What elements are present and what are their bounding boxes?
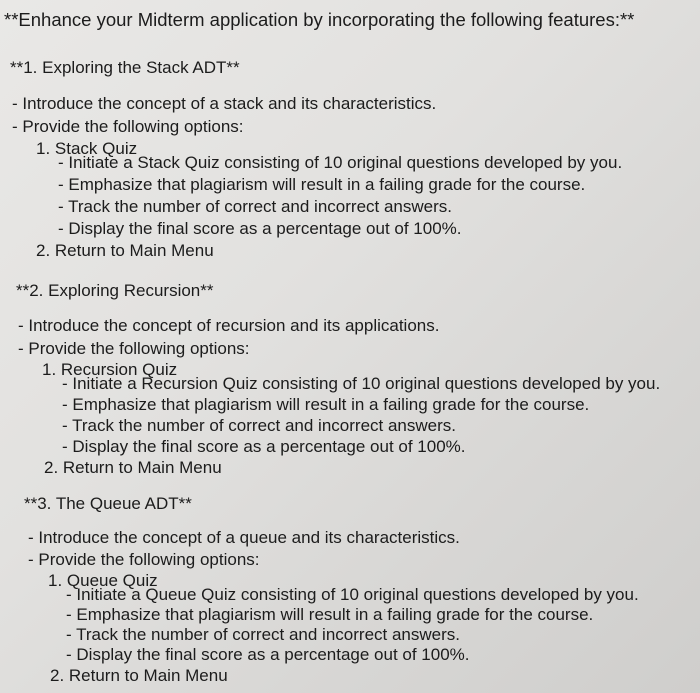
option-return: 2. Return to Main Menu bbox=[44, 458, 222, 477]
options-label: - Provide the following options: bbox=[18, 339, 250, 358]
section-intro: - Introduce the concept of a stack and its characteristics. bbox=[12, 94, 437, 113]
bullet-item: - Display the final score as a percentage out of 100%. bbox=[62, 437, 466, 456]
section-heading: **3. The Queue ADT** bbox=[24, 494, 192, 513]
bullet-item: - Display the final score as a percentage out of 100%. bbox=[58, 219, 462, 238]
bullet-item: - Track the number of correct and incorrect answers. bbox=[58, 197, 452, 216]
bullet-item: - Display the final score as a percentage out of 100%. bbox=[66, 645, 470, 664]
section-heading: **1. Exploring the Stack ADT** bbox=[10, 58, 240, 77]
option-return: 2. Return to Main Menu bbox=[50, 666, 228, 685]
options-label: - Provide the following options: bbox=[12, 117, 244, 136]
bullet-item: - Emphasize that plagiarism will result in a failing grade for the course. bbox=[58, 175, 586, 194]
option-quiz: 1. Queue Quiz bbox=[48, 571, 158, 590]
option-quiz: 1. Recursion Quiz bbox=[42, 360, 178, 379]
section-intro: - Introduce the concept of recursion and its applications. bbox=[18, 316, 440, 335]
bullet-item: - Initiate a Stack Quiz consisting of 10 original questions developed by you. bbox=[58, 153, 623, 172]
bullet-item: - Initiate a Queue Quiz consisting of 10 original questions developed by you. bbox=[66, 585, 639, 604]
option-quiz: 1. Stack Quiz bbox=[36, 139, 138, 158]
section-heading: **2. Exploring Recursion** bbox=[16, 281, 214, 300]
bullet-item: - Track the number of correct and incorrect answers. bbox=[66, 625, 460, 644]
option-return: 2. Return to Main Menu bbox=[36, 241, 214, 260]
bullet-item: - Initiate a Recursion Quiz consisting of 10 original questions developed by you. bbox=[62, 374, 661, 393]
bullet-item: - Emphasize that plagiarism will result in a failing grade for the course. bbox=[62, 395, 590, 414]
bullet-item: - Track the number of correct and incorrect answers. bbox=[62, 416, 456, 435]
bullet-item: - Emphasize that plagiarism will result in a failing grade for the course. bbox=[66, 605, 594, 624]
page-title: **Enhance your Midterm application by incorporating the following features:** bbox=[4, 9, 635, 30]
section-intro: - Introduce the concept of a queue and its characteristics. bbox=[28, 528, 460, 547]
options-label: - Provide the following options: bbox=[28, 550, 260, 569]
